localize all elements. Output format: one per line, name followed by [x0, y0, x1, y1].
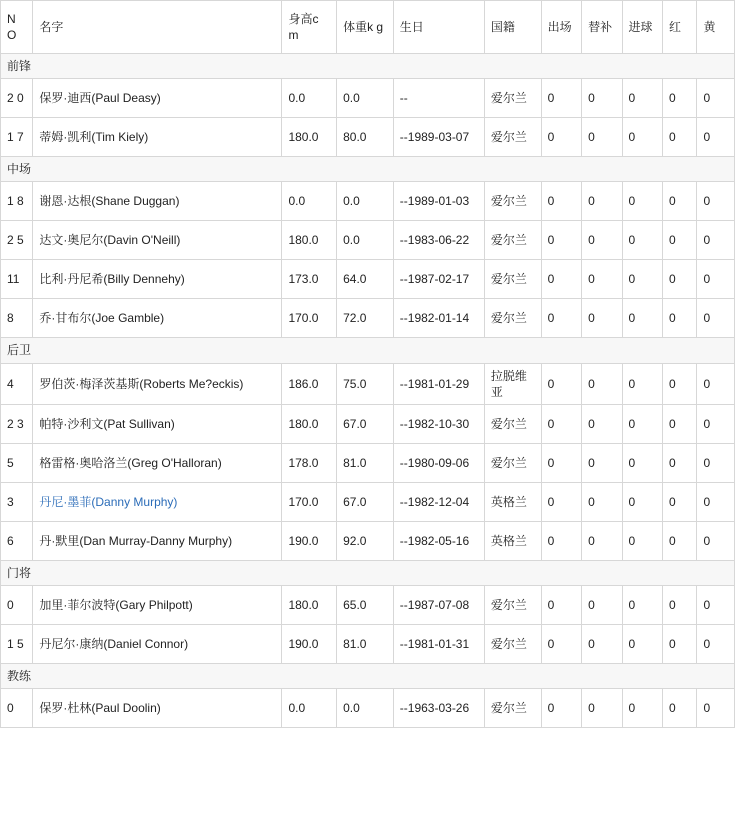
player-number: 1 5: [1, 625, 33, 664]
player-name: 帕特·沙利文(Pat Sullivan): [33, 404, 282, 443]
player-substitutions: 0: [582, 625, 622, 664]
player-birthday: --1981-01-31: [393, 625, 484, 664]
player-substitutions: 0: [582, 182, 622, 221]
player-goals: 0: [622, 689, 662, 728]
player-weight: 67.0: [337, 404, 394, 443]
player-yellow-cards: 0: [697, 404, 735, 443]
player-number: 6: [1, 521, 33, 560]
table-row: [1, 79, 735, 118]
player-substitutions: 0: [582, 482, 622, 521]
player-goals: 0: [622, 363, 662, 404]
player-goals: 0: [622, 404, 662, 443]
player-appearances: 0: [541, 586, 581, 625]
player-name: 加里·菲尔波特(Gary Philpott): [33, 586, 282, 625]
player-appearances: 0: [541, 118, 581, 157]
player-yellow-cards: 0: [697, 625, 735, 664]
player-substitutions: 0: [582, 404, 622, 443]
player-appearances: 0: [541, 260, 581, 299]
player-substitutions: 0: [582, 221, 622, 260]
player-number: 0: [1, 586, 33, 625]
column-header-substitutions: 替补: [582, 1, 622, 54]
player-goals: 0: [622, 482, 662, 521]
section-title: 门将: [1, 560, 735, 585]
player-red-cards: 0: [663, 221, 697, 260]
player-red-cards: 0: [663, 689, 697, 728]
player-nationality: 爱尔兰: [484, 404, 541, 443]
player-red-cards: 0: [663, 443, 697, 482]
player-red-cards: 0: [663, 586, 697, 625]
player-goals: 0: [622, 260, 662, 299]
player-height: 190.0: [282, 521, 337, 560]
player-birthday: --1981-01-29: [393, 363, 484, 404]
player-name: 蒂姆·凯利(Tim Kiely): [33, 118, 282, 157]
section-header-row: [1, 664, 735, 689]
section-title: 教练: [1, 664, 735, 689]
player-substitutions: 0: [582, 299, 622, 338]
section-header-row: [1, 157, 735, 182]
table-row: [1, 521, 735, 560]
player-height: 186.0: [282, 363, 337, 404]
player-name: 罗伯茨·梅泽茨基斯(Roberts Me?eckis): [33, 363, 282, 404]
player-name: 比利·丹尼希(Billy Dennehy): [33, 260, 282, 299]
player-goals: 0: [622, 443, 662, 482]
column-header-height: 身高c m: [282, 1, 337, 54]
table-row: [1, 260, 735, 299]
player-yellow-cards: 0: [697, 299, 735, 338]
player-weight: 67.0: [337, 482, 394, 521]
column-header-goals: 进球: [622, 1, 662, 54]
player-name: 乔·甘布尔(Joe Gamble): [33, 299, 282, 338]
column-header-yellow-cards: 黄: [697, 1, 735, 54]
player-name: 丹·默里(Dan Murray-Danny Murphy): [33, 521, 282, 560]
player-weight: 0.0: [337, 221, 394, 260]
table-row: [1, 482, 735, 521]
player-nationality: 英格兰: [484, 521, 541, 560]
section-header-row: [1, 560, 735, 585]
player-weight: 81.0: [337, 443, 394, 482]
player-nationality: 爱尔兰: [484, 625, 541, 664]
player-substitutions: 0: [582, 118, 622, 157]
player-substitutions: 0: [582, 586, 622, 625]
player-substitutions: 0: [582, 79, 622, 118]
player-birthday: --1982-12-04: [393, 482, 484, 521]
player-nationality: 爱尔兰: [484, 182, 541, 221]
player-name: 保罗·迪西(Paul Deasy): [33, 79, 282, 118]
player-name-link[interactable]: 丹尼·墨菲(Danny Murphy): [39, 494, 178, 509]
table-row: [1, 689, 735, 728]
player-substitutions: 0: [582, 443, 622, 482]
player-goals: 0: [622, 221, 662, 260]
player-birthday: --1989-01-03: [393, 182, 484, 221]
player-birthday: --1980-09-06: [393, 443, 484, 482]
column-header-appearances: 出场: [541, 1, 581, 54]
player-number: 0: [1, 689, 33, 728]
player-height: 0.0: [282, 79, 337, 118]
player-goals: 0: [622, 182, 662, 221]
player-appearances: 0: [541, 443, 581, 482]
player-weight: 81.0: [337, 625, 394, 664]
player-substitutions: 0: [582, 689, 622, 728]
player-nationality: 爱尔兰: [484, 79, 541, 118]
player-yellow-cards: 0: [697, 221, 735, 260]
player-nationality: 拉脱维亚: [484, 363, 541, 404]
column-header-nationality: 国籍: [484, 1, 541, 54]
player-yellow-cards: 0: [697, 521, 735, 560]
player-weight: 64.0: [337, 260, 394, 299]
player-height: 180.0: [282, 404, 337, 443]
player-goals: 0: [622, 586, 662, 625]
player-number: 2 0: [1, 79, 33, 118]
player-height: 190.0: [282, 625, 337, 664]
player-birthday: --1982-05-16: [393, 521, 484, 560]
player-number: 1 7: [1, 118, 33, 157]
player-nationality: 爱尔兰: [484, 118, 541, 157]
player-red-cards: 0: [663, 363, 697, 404]
player-birthday: --1982-01-14: [393, 299, 484, 338]
player-weight: 75.0: [337, 363, 394, 404]
player-weight: 0.0: [337, 182, 394, 221]
column-header-no: N O: [1, 1, 33, 54]
table-row: [1, 118, 735, 157]
player-red-cards: 0: [663, 182, 697, 221]
table-row: [1, 586, 735, 625]
player-height: 180.0: [282, 221, 337, 260]
player-red-cards: 0: [663, 625, 697, 664]
player-red-cards: 0: [663, 79, 697, 118]
player-nationality: 爱尔兰: [484, 689, 541, 728]
section-header-row: [1, 338, 735, 363]
player-yellow-cards: 0: [697, 79, 735, 118]
player-number: 1 8: [1, 182, 33, 221]
player-red-cards: 0: [663, 482, 697, 521]
table-row: [1, 625, 735, 664]
column-header-weight: 体重k g: [337, 1, 394, 54]
player-goals: 0: [622, 299, 662, 338]
section-title: 中场: [1, 157, 735, 182]
player-height: 170.0: [282, 482, 337, 521]
player-appearances: 0: [541, 404, 581, 443]
player-nationality: 英格兰: [484, 482, 541, 521]
section-title: 后卫: [1, 338, 735, 363]
player-name: 格雷格·奥哈洛兰(Greg O'Halloran): [33, 443, 282, 482]
player-name: 谢恩·达根(Shane Duggan): [33, 182, 282, 221]
player-number: 8: [1, 299, 33, 338]
player-weight: 0.0: [337, 689, 394, 728]
table-row: [1, 404, 735, 443]
table-body: [1, 54, 735, 728]
player-goals: 0: [622, 625, 662, 664]
player-nationality: 爱尔兰: [484, 586, 541, 625]
player-yellow-cards: 0: [697, 182, 735, 221]
table-row: [1, 221, 735, 260]
player-weight: 92.0: [337, 521, 394, 560]
player-yellow-cards: 0: [697, 689, 735, 728]
player-red-cards: 0: [663, 521, 697, 560]
table-row: [1, 363, 735, 404]
player-appearances: 0: [541, 221, 581, 260]
player-yellow-cards: 0: [697, 260, 735, 299]
player-nationality: 爱尔兰: [484, 221, 541, 260]
player-number: 11: [1, 260, 33, 299]
player-height: 170.0: [282, 299, 337, 338]
player-appearances: 0: [541, 182, 581, 221]
player-number: 2 3: [1, 404, 33, 443]
player-red-cards: 0: [663, 299, 697, 338]
player-height: 173.0: [282, 260, 337, 299]
player-appearances: 0: [541, 521, 581, 560]
player-appearances: 0: [541, 625, 581, 664]
table-row: [1, 299, 735, 338]
player-weight: 72.0: [337, 299, 394, 338]
player-goals: 0: [622, 118, 662, 157]
player-nationality: 爱尔兰: [484, 299, 541, 338]
player-yellow-cards: 0: [697, 443, 735, 482]
column-header-birthday: 生日: [393, 1, 484, 54]
column-header-red-cards: 红: [663, 1, 697, 54]
player-height: 0.0: [282, 689, 337, 728]
player-red-cards: 0: [663, 118, 697, 157]
player-weight: 0.0: [337, 79, 394, 118]
player-birthday: --: [393, 79, 484, 118]
player-height: 178.0: [282, 443, 337, 482]
player-red-cards: 0: [663, 404, 697, 443]
player-nationality: 爱尔兰: [484, 443, 541, 482]
player-number: 4: [1, 363, 33, 404]
player-appearances: 0: [541, 689, 581, 728]
player-birthday: --1987-02-17: [393, 260, 484, 299]
player-nationality: 爱尔兰: [484, 260, 541, 299]
player-yellow-cards: 0: [697, 482, 735, 521]
player-goals: 0: [622, 521, 662, 560]
player-substitutions: 0: [582, 521, 622, 560]
player-name: 丹尼尔·康纳(Daniel Connor): [33, 625, 282, 664]
player-birthday: --1983-06-22: [393, 221, 484, 260]
player-name: 保罗·杜林(Paul Doolin): [33, 689, 282, 728]
table-header: [1, 1, 735, 54]
player-birthday: --1989-03-07: [393, 118, 484, 157]
player-height: 0.0: [282, 182, 337, 221]
section-header-row: [1, 54, 735, 79]
player-goals: 0: [622, 79, 662, 118]
player-number: 5: [1, 443, 33, 482]
player-appearances: 0: [541, 299, 581, 338]
player-yellow-cards: 0: [697, 363, 735, 404]
table-row: [1, 443, 735, 482]
player-yellow-cards: 0: [697, 586, 735, 625]
player-red-cards: 0: [663, 260, 697, 299]
player-name: [33, 482, 282, 521]
player-birthday: --1963-03-26: [393, 689, 484, 728]
player-weight: 65.0: [337, 586, 394, 625]
player-birthday: --1987-07-08: [393, 586, 484, 625]
player-birthday: --1982-10-30: [393, 404, 484, 443]
player-number: 2 5: [1, 221, 33, 260]
column-header-name: 名字: [33, 1, 282, 54]
player-height: 180.0: [282, 118, 337, 157]
player-appearances: 0: [541, 482, 581, 521]
header-row: [1, 1, 735, 54]
player-substitutions: 0: [582, 260, 622, 299]
player-appearances: 0: [541, 79, 581, 118]
section-title: 前锋: [1, 54, 735, 79]
player-substitutions: 0: [582, 363, 622, 404]
player-name: 达文·奥尼尔(Davin O'Neill): [33, 221, 282, 260]
table-row: [1, 182, 735, 221]
player-yellow-cards: 0: [697, 118, 735, 157]
player-height: 180.0: [282, 586, 337, 625]
player-appearances: 0: [541, 363, 581, 404]
player-number: 3: [1, 482, 33, 521]
player-weight: 80.0: [337, 118, 394, 157]
